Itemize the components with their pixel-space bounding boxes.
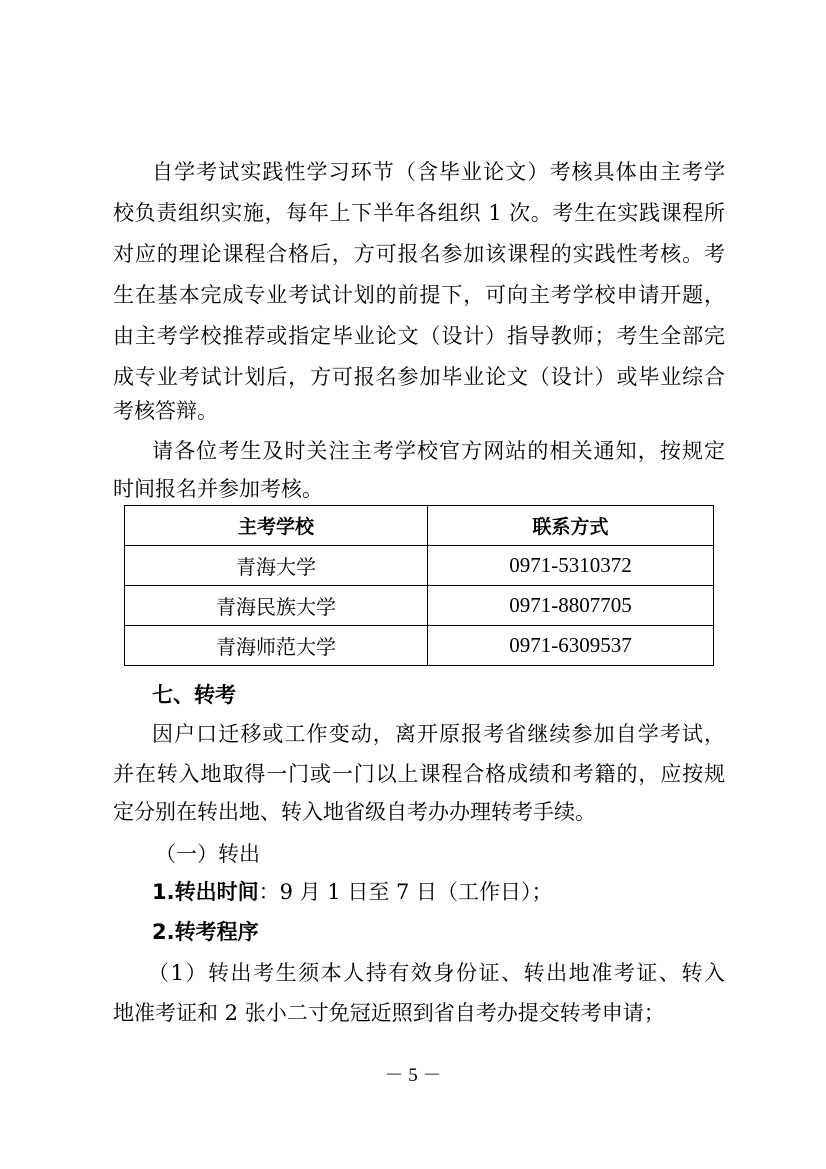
table-row: [125, 586, 714, 626]
paragraph1-line-5: 由主考学校推荐或指定毕业论文（设计）指导教师；考生全部完: [113, 324, 725, 348]
paragraph2-line-2: 时间报名并参加考核。: [113, 477, 323, 501]
page-number: － 5 －: [384, 1065, 442, 1086]
table-row: [125, 626, 714, 666]
step1-line-1: （1）转出考生须本人持有效身份证、转出地准考证、转入: [148, 961, 725, 985]
table-header-row: [125, 506, 714, 546]
paragraph1-line-2: 校负责组织实施，每年上下半年各组织 1 次。考生在实践课程所: [113, 201, 725, 225]
phone-cell: 0971-5310372: [428, 546, 714, 586]
paragraph1-line-6: 成专业考试计划后，方可报名参加毕业论文（设计）或毕业综合: [113, 365, 725, 389]
item1-label: 1.转出时间: [152, 880, 259, 904]
paragraph1-line-4: 生在基本完成专业考试计划的前提下，可向主考学校申请开题，: [113, 283, 725, 307]
section7-line-2: 并在转入地取得一门或一门以上课程合格成绩和考籍的，应按规: [113, 762, 725, 786]
subsection1-title: （一）转出: [155, 842, 260, 866]
paragraph1-line-1: 自学考试实践性学习环节（含毕业论文）考核具体由主考学: [152, 160, 725, 184]
header-school: 主考学校: [125, 506, 428, 546]
section7-title: 七、转考: [152, 683, 236, 707]
item1-text: ：9 月 1 日至 7 日（工作日）；: [258, 880, 553, 904]
section7-line-1: 因户口迁移或工作变动，离开原报考省继续参加自学考试，: [152, 722, 725, 746]
school-cell: 青海师范大学: [125, 626, 428, 666]
paragraph1-line-7: 考核答辩。: [113, 399, 218, 423]
step1-line-2: 地准考证和 2 张小二寸免冠近照到省自考办提交转考申请；: [113, 1001, 665, 1025]
table-row: [125, 546, 714, 586]
contact-table: [124, 505, 714, 666]
section7-line-3: 定分别在转出地、转入地省级自考办办理转考手续。: [113, 800, 596, 824]
paragraph1-line-3: 对应的理论课程合格后，方可报名参加该课程的实践性考核。考: [113, 242, 725, 266]
phone-cell: 0971-8807705: [428, 586, 714, 626]
school-cell: 青海大学: [125, 546, 428, 586]
school-cell: 青海民族大学: [125, 586, 428, 626]
phone-cell: 0971-6309537: [428, 626, 714, 666]
header-contact: 联系方式: [428, 506, 714, 546]
item2-label: 2.转考程序: [152, 920, 259, 944]
paragraph2-line-1: 请各位考生及时关注主考学校官方网站的相关通知，按规定: [152, 439, 725, 463]
item1: [152, 877, 553, 907]
